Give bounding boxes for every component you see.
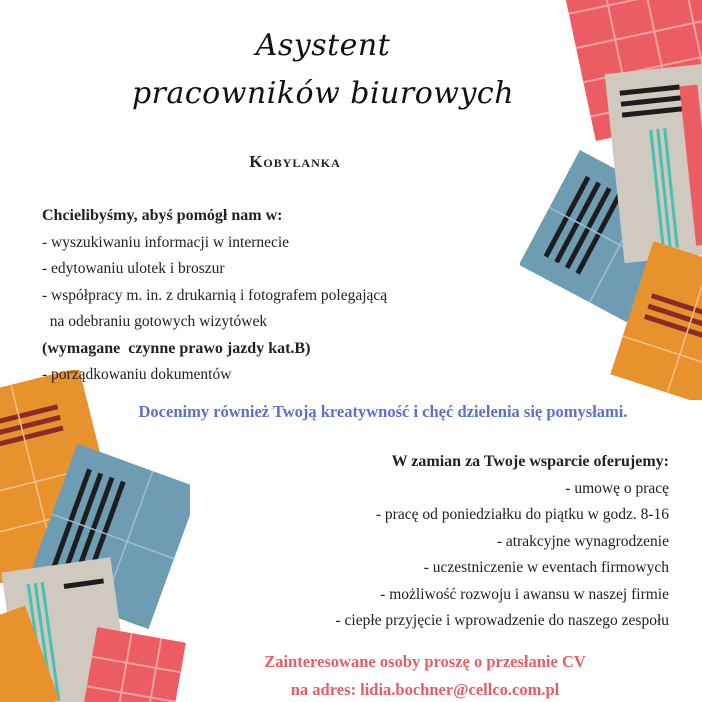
contact-line-1: Zainteresowane osoby proszę o przesłanie CV [264,652,586,671]
offer-item: - uczestniczenie w eventach firmowych [423,559,669,576]
offer-item: - umowę o pracę [565,479,669,497]
task-item: - współpracy m. in. z drukarnią i fotografem polegającą [42,286,388,304]
tasks-section [42,203,522,389]
offer-item: - ciepłe przyjęcie i wprowadzenie do naszego zespołu [335,612,669,629]
task-item: - porządkowaniu dokumentów [42,366,232,383]
offer-item: - możliwość rozwoju i awansu w naszej firmie [380,585,669,603]
task-item: na odebraniu gotowych wizytówek [42,313,268,330]
tasks-intro: Chcielibyśmy, abyś pomógł nam w: [42,207,283,224]
task-item: - edytowaniu ulotek i broszur [42,260,225,277]
offer-item: - pracę od poniedziałku do piątku w godz. 8-16 [375,506,669,523]
contact-email: na adres: lidia.bochner@cellco.com.pl [290,680,560,699]
appreciation-text: Docenimy również Twoją kreatywność i chęć dzielenia się pomysłami. [138,402,628,421]
task-item: - wyszukiwaniu informacji w internecie [42,233,290,251]
offer-item: - atrakcyjne wynagrodzenie [496,532,669,550]
location-heading: Kobylanka [249,152,341,171]
offer-section [109,449,669,635]
page-title-line-2: pracowników biurowych [131,76,515,111]
requirement-note: (wymagane czynne prawo jazdy kat.B) [42,339,311,357]
offer-intro: W zamian za Twoje wsparcie oferujemy: [391,453,669,470]
page-title-line-1: Asystent [255,28,391,63]
